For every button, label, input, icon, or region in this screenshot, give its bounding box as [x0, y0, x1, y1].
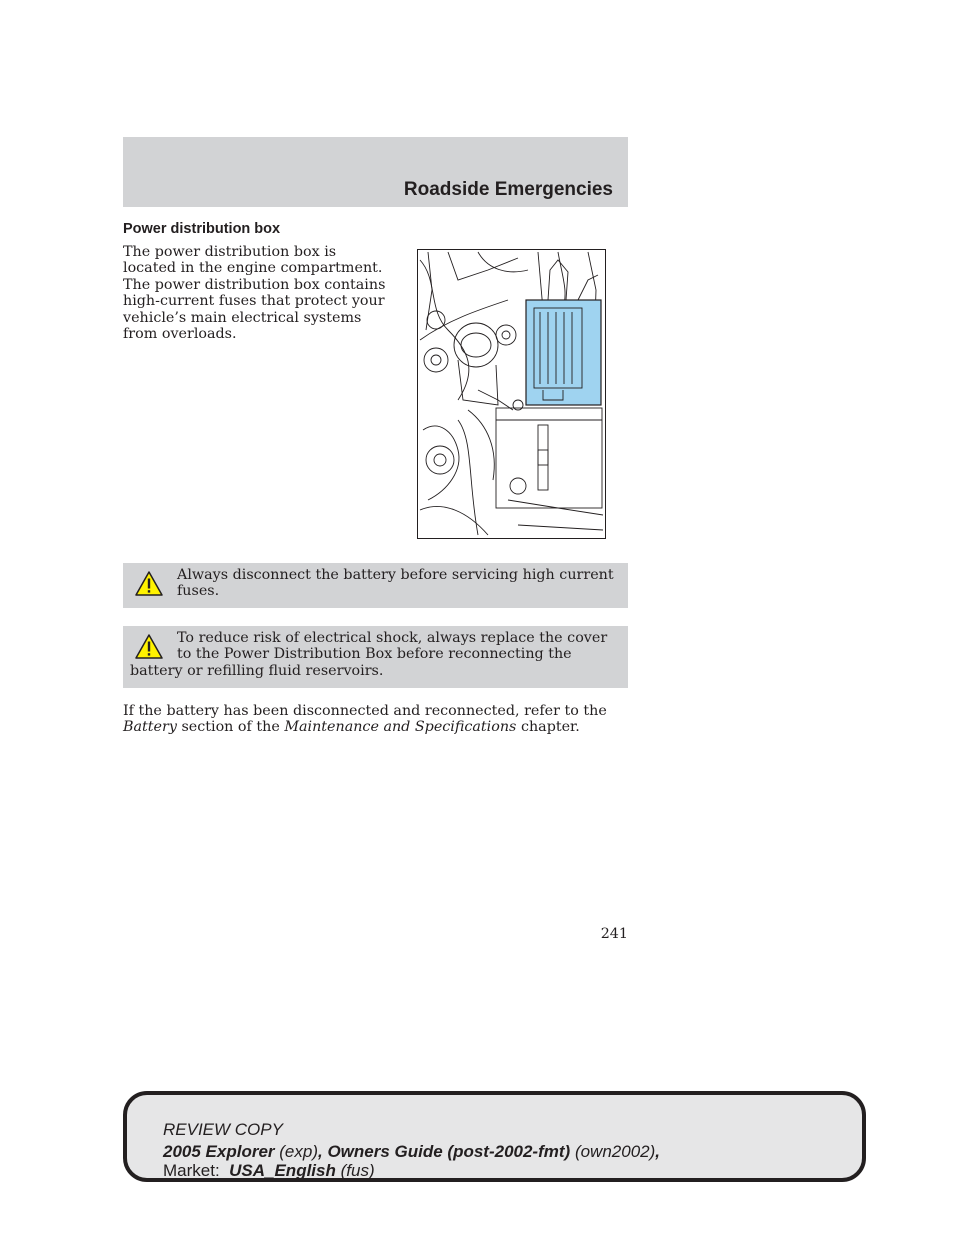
- footer-model: 2005 Explorer: [163, 1142, 275, 1161]
- footer-separator: ,: [317, 1142, 328, 1161]
- footer-market: USA_English: [229, 1161, 336, 1180]
- body-text-part: chapter.: [516, 719, 580, 736]
- footer-market-label: Market:: [163, 1161, 230, 1180]
- footer-document-line: [163, 1142, 660, 1162]
- battery-reference-paragraph: [123, 703, 628, 736]
- footer-market-line: [163, 1161, 375, 1181]
- body-text-part: section of the: [176, 719, 285, 736]
- chapter-reference: Maintenance and Specifications: [284, 719, 517, 736]
- page-number: 241: [600, 926, 628, 942]
- section-heading: Power distribution box: [123, 221, 281, 237]
- page-header-title: Roadside Emergencies: [403, 179, 613, 200]
- review-copy-label: REVIEW COPY: [163, 1120, 283, 1139]
- footer-guide-code: (own2002): [574, 1142, 656, 1161]
- warning-triangle-icon: [134, 633, 164, 661]
- warning-triangle-icon: [134, 570, 164, 598]
- footer-separator: ,: [655, 1142, 660, 1161]
- warning-text: To reduce risk of electrical shock, always replace the cover to the Power Distribution Box before reconnecting the battery or refilling fluid reservoirs.: [130, 630, 608, 679]
- intro-paragraph: The power distribution box is located in the engine compartment. The power distribution box contains high-current fuses that protect your vehicle’s main electrical systems from overloads.: [123, 244, 386, 343]
- engine-compartment-illustration: [417, 249, 606, 539]
- battery-section-reference: Battery: [123, 719, 177, 736]
- body-text-part: If the battery has been disconnected and reconnected, refer to the: [123, 703, 607, 719]
- footer-guide: Owners Guide (post-2002-fmt): [327, 1142, 571, 1161]
- footer-market-code: (fus): [340, 1161, 375, 1180]
- footer-model-code: (exp): [279, 1142, 318, 1161]
- review-copy-footer: [123, 1091, 866, 1182]
- warning-box-replace-cover: [123, 626, 628, 688]
- warning-box-disconnect-battery: [123, 563, 628, 608]
- warning-text: Always disconnect the battery before servicing high current fuses.: [177, 567, 614, 600]
- page-header-band: [123, 137, 628, 207]
